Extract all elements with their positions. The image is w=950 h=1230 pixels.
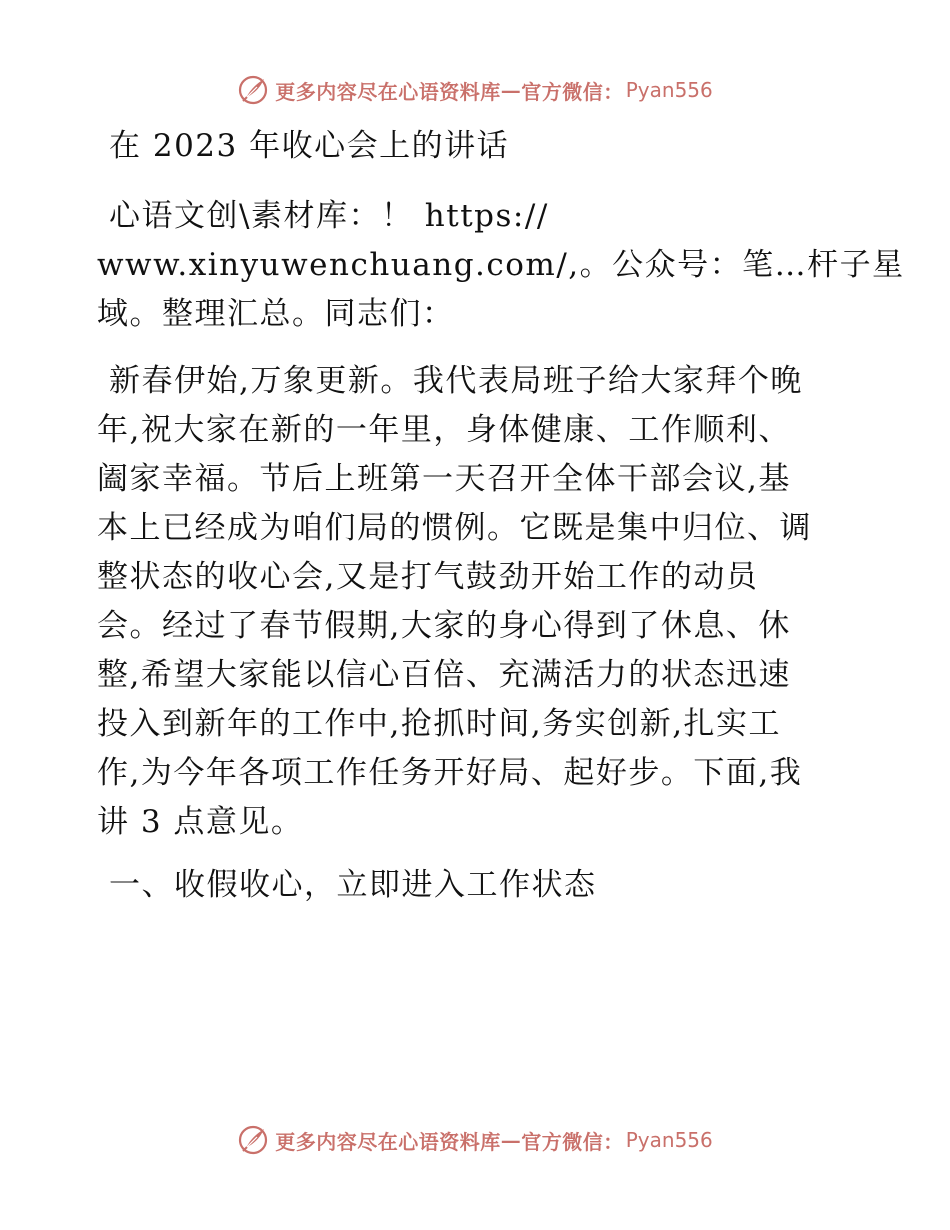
watermark-wechat-id: Pyan556 xyxy=(625,1128,713,1152)
watermark-dash: — xyxy=(500,78,522,102)
body-line: 讲 3 点意见。 xyxy=(97,804,304,840)
document-body xyxy=(97,118,905,910)
watermark-banner-top xyxy=(0,70,950,110)
body-line: 作,为今年各项工作任务开好局、起好步。下面,我 xyxy=(97,755,803,791)
body-line: 投入到新年的工作中,抢抓时间,务实创新,扎实工 xyxy=(97,706,782,742)
source-line: www.xinyuwenchuang.com/,。公众号：笔…杆子星 xyxy=(97,247,905,283)
watermark-wechat-id: Pyan556 xyxy=(625,78,713,102)
document-title: 在 2023 年收心会上的讲话 xyxy=(109,128,510,164)
source-line: 域。整理汇总。同志们： xyxy=(97,296,455,332)
source-line: 心语文创\素材库：！ https:// xyxy=(109,198,549,234)
feather-logo-icon xyxy=(237,74,269,106)
watermark-dash: — xyxy=(500,1128,522,1152)
body-line: 阖家幸福。节后上班第一天召开全体干部会议,基 xyxy=(97,461,791,497)
body-line: 年,祝大家在新的一年里，身体健康、工作顺利、 xyxy=(97,412,791,448)
body-line: 本上已经成为咱们局的惯例。它既是集中归位、调 xyxy=(97,510,812,546)
watermark-wechat-label: 官方微信： xyxy=(521,1129,624,1154)
feather-logo-icon xyxy=(237,1124,269,1156)
section-heading: 一、收假收心，立即进入工作状态 xyxy=(109,867,597,903)
watermark-site-name: 更多内容尽在心语资料库 xyxy=(275,79,501,104)
body-line: 会。经过了春节假期,大家的身心得到了休息、休 xyxy=(97,608,791,644)
body-line: 整,希望大家能以信心百倍、充满活力的状态迅速 xyxy=(97,657,791,693)
body-line: 新春伊始,万象更新。我代表局班子给大家拜个晚 xyxy=(109,363,803,399)
watermark-site-name: 更多内容尽在心语资料库 xyxy=(275,1129,501,1154)
watermark-banner-bottom xyxy=(0,1120,950,1160)
watermark-wechat-label: 官方微信： xyxy=(521,79,624,104)
body-line: 整状态的收心会,又是打气鼓劲开始工作的动员 xyxy=(97,559,759,595)
